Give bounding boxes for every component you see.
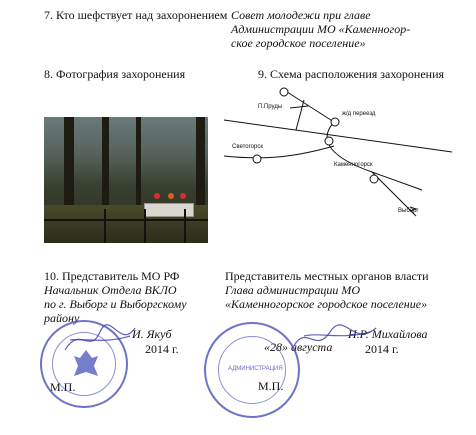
section10-seal-label: М.П. xyxy=(50,380,76,394)
road-pruda xyxy=(284,90,334,122)
map-label-svetogorsk: Светогорск xyxy=(232,144,263,150)
section10-signer: И. Якуб xyxy=(132,327,172,341)
section10-date: 2014 г. xyxy=(145,342,179,356)
section7-label: 7. Кто шефствует над захоронением xyxy=(44,8,228,22)
signature-mikhailova xyxy=(290,318,380,358)
section10-line2: по г. Выборг и Выборгскому xyxy=(44,297,187,311)
section9-label: 9. Схема расположения захоронения xyxy=(258,67,445,81)
section7-value-line2: Администрации МО «Каменногор- xyxy=(231,22,411,36)
map-label-pereezd: ж/д переезд xyxy=(342,111,376,117)
section7-value-line3: ское городское поселение» xyxy=(231,36,366,50)
burial-photo xyxy=(44,117,208,243)
administration-stamp xyxy=(204,322,300,418)
section10-line1: Начальник Отдела ВКЛО xyxy=(44,283,177,297)
stamp-center-text: АДМИНИСТРАЦИЯ xyxy=(228,366,283,372)
map-label-kamennogorsk: Каменногорск xyxy=(334,162,373,168)
local-rep-date-prefix: «28» августа xyxy=(264,340,333,354)
local-rep-date: 2014 г. xyxy=(365,342,399,356)
local-rep-signer: Н.Р. Михайлова xyxy=(348,327,428,341)
signature-yakub xyxy=(60,320,140,360)
local-rep-line1: Глава администрации МО xyxy=(225,283,361,297)
section10-line3: району xyxy=(44,311,80,325)
map-label-pruda: П.Пруды xyxy=(258,104,283,110)
point-burial xyxy=(325,137,333,145)
rail-line xyxy=(296,100,304,130)
location-scheme-map xyxy=(222,86,454,236)
map-label-vyborg: Выборг xyxy=(398,208,419,214)
point-svetogorsk xyxy=(253,155,261,163)
point-pruda xyxy=(280,88,288,96)
section10-label: 10. Представитель МО РФ xyxy=(44,269,180,283)
point-pereezd xyxy=(331,118,339,126)
local-rep-line2: «Каменногорское городское поселение» xyxy=(225,297,428,311)
section8-label: 8. Фотография захоронения xyxy=(44,67,186,81)
local-rep-seal-label: М.П. xyxy=(258,379,284,393)
local-rep-label: Представитель местных органов власти xyxy=(225,269,429,283)
point-kamennogorsk xyxy=(370,175,378,183)
section7-value-line1: Совет молодежи при главе xyxy=(231,8,371,22)
